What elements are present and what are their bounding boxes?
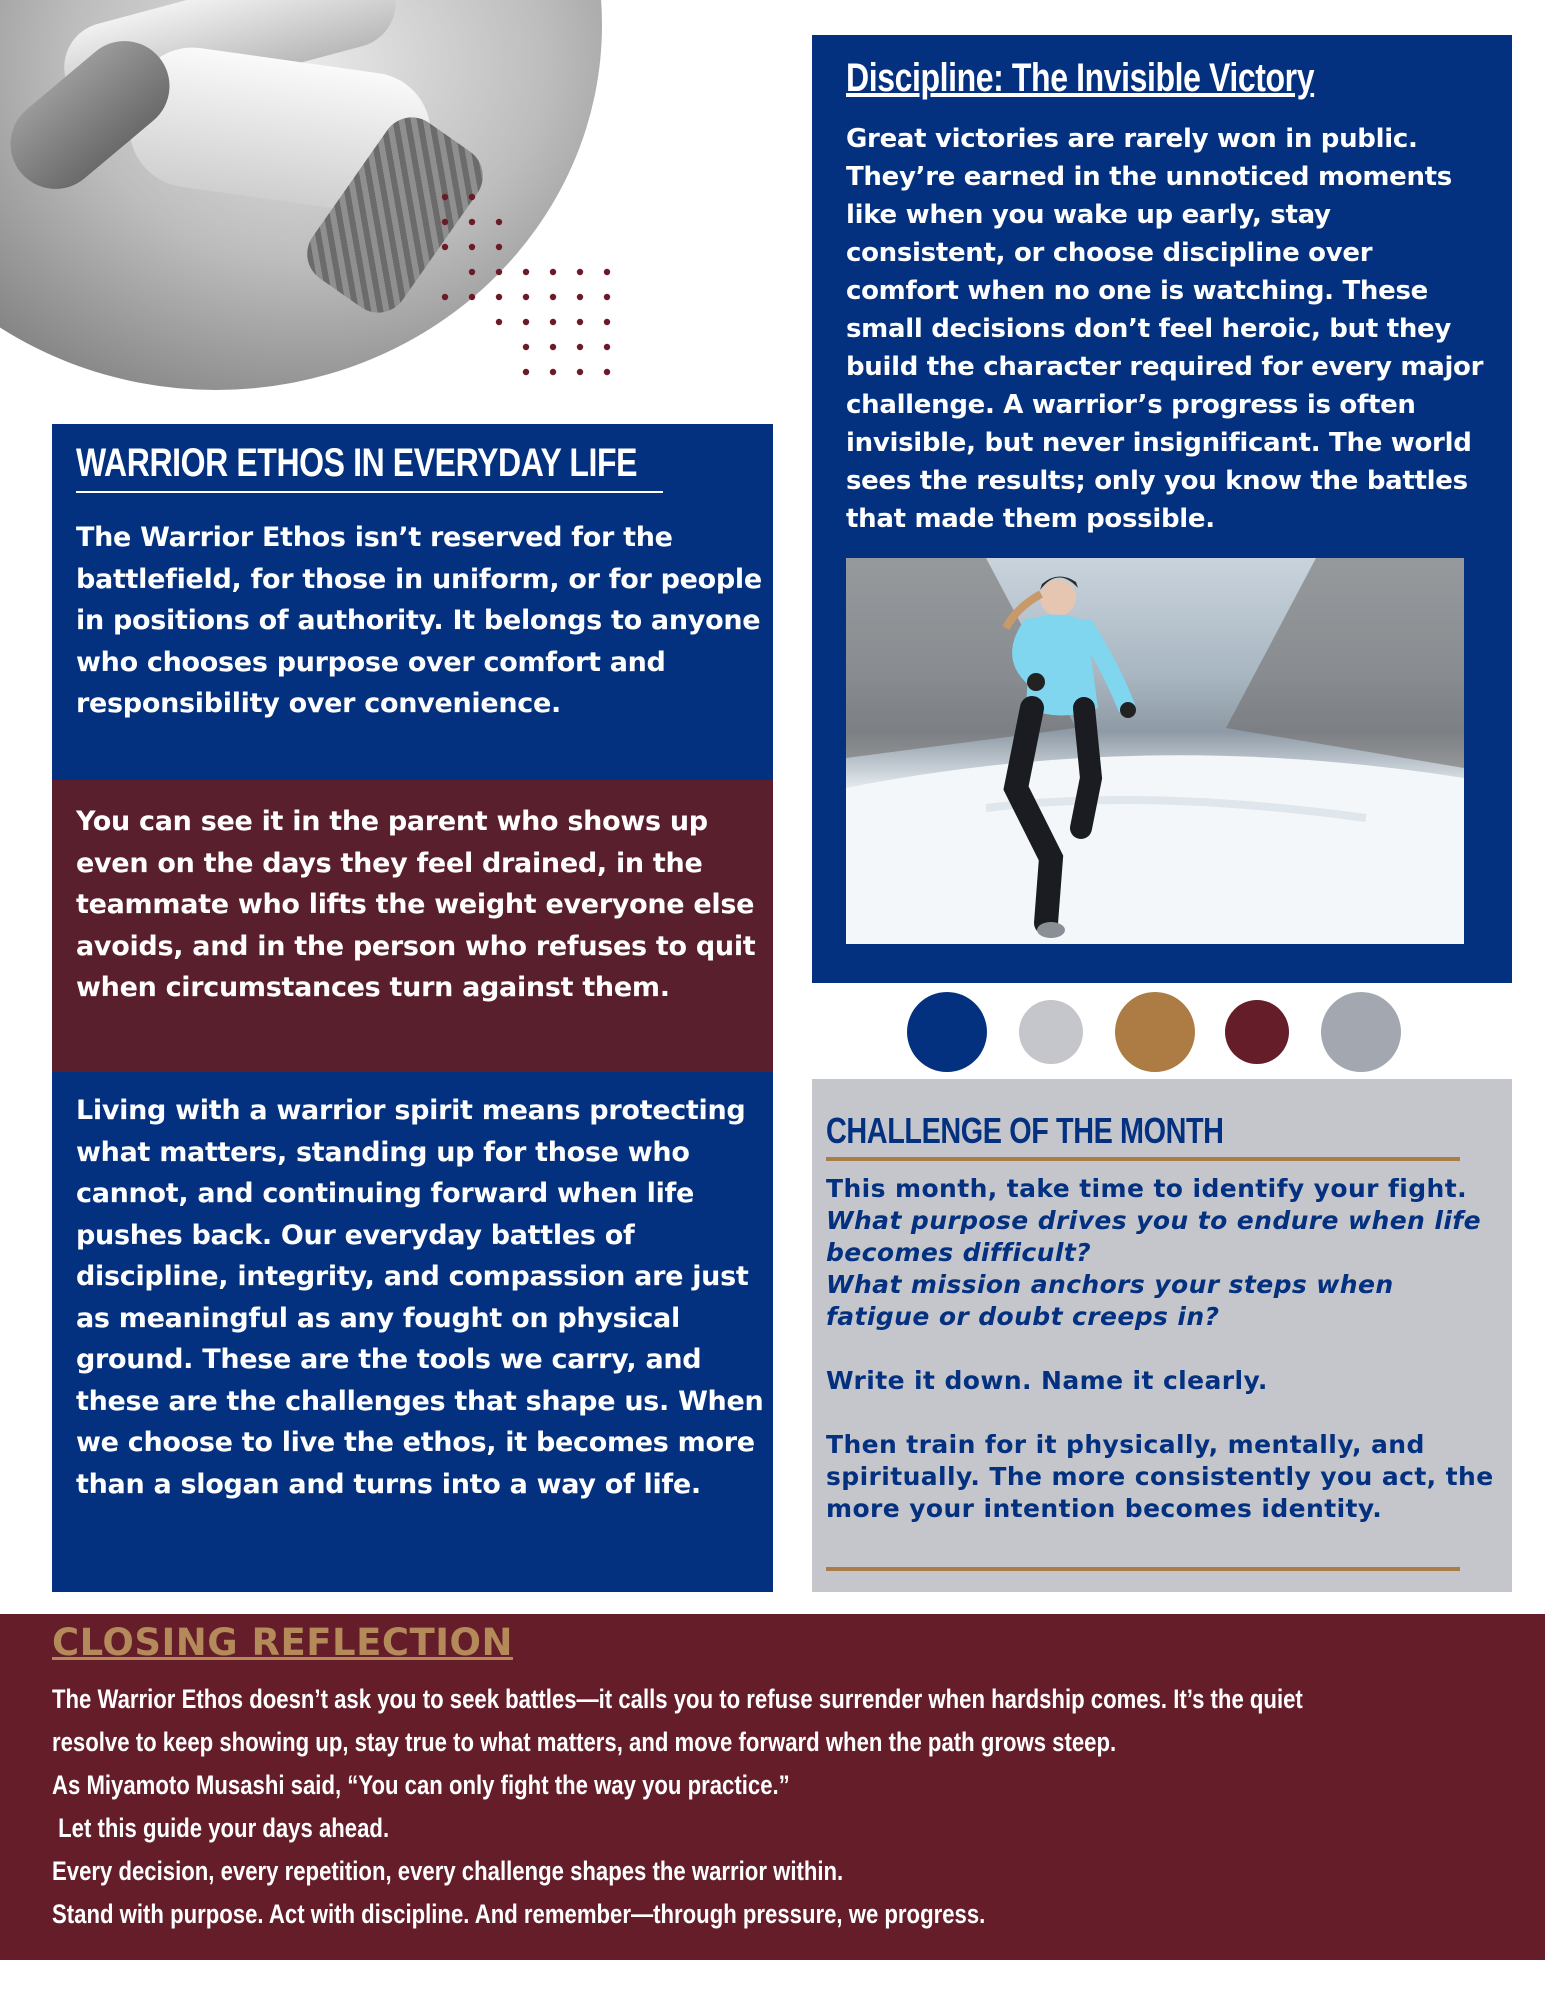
closing-line: resolve to keep showing up, stay true to what matters, and move forward when the path grows steep.	[52, 1727, 1117, 1757]
title-underline	[76, 491, 663, 493]
closing-line: Let this guide your days ahead.	[52, 1813, 390, 1843]
closing-line: The Warrior Ethos doesn’t ask you to seek battles—it calls you to refuse surrender when hardship comes. It’s the quiet	[52, 1684, 1303, 1714]
palette-swatch-gray	[1321, 992, 1401, 1072]
warrior-spirit-paragraph: Living with a warrior spirit means protecting what matters, standing up for those who cannot, and continuing forward when life pushes back. Our everyday battles of discipline, integrity, and compassion are just as meaningful as any fought on physical ground. These are the tools we carry, and these are the challenges that shape us. When we choose to live the ethos, it becomes more than a slogan and turns into a way of life.	[76, 1095, 764, 1500]
challenge-training: Then train for it physically, mentally, and spiritually. The more consistently you act, the more your intention becomes identity.	[826, 1430, 1494, 1523]
discipline-paragraph: Great victories are rarely won in public. They’re earned in the unnoticed moments like when you wake up early, stay consistent, or choose discipline over comfort when no one is watching. These small decisions don’t feel heroic, but they build the character required for every major challenge. A warrior’s progress is often invisible, but never insignificant. The world sees the results; only you know the battles that made them possible.	[846, 124, 1484, 534]
examples-paragraph: You can see it in the parent who shows up even on the days they feel drained, in the teammate who lifts the weight everyone else avoids, and in the person who refuses to quit when circumstances turn against them.	[76, 806, 756, 1003]
closing-line: Stand with purpose. Act with discipline. And remember—through pressure, we progress.	[52, 1899, 986, 1929]
closing-body	[52, 1678, 1446, 1936]
warrior-ethos-paragraph: The Warrior Ethos isn’t reserved for the battlefield, for those in uniform, or for people in positions of authority. It belongs to anyone who chooses purpose over comfort and responsibility over convenience.	[76, 522, 762, 719]
palette-swatch-navy	[907, 992, 987, 1072]
winter-runner-photo	[846, 558, 1464, 944]
challenge-title-rule	[826, 1157, 1460, 1161]
closing-line: As Miyamoto Musashi said, “You can only fight the way you practice.”	[52, 1770, 790, 1800]
runner-illustration	[846, 558, 1464, 944]
decorative-dot-grid	[425, 185, 630, 385]
challenge-title: CHALLENGE OF THE MONTH	[826, 1110, 1224, 1151]
challenge-question-mission: What mission anchors your steps when fatigue or doubt creeps in?	[826, 1270, 1394, 1331]
palette-swatch-maroon	[1225, 1000, 1289, 1064]
closing-title: CLOSING REFLECTION	[52, 1621, 513, 1664]
challenge-instruction: Write it down. Name it clearly.	[826, 1366, 1268, 1395]
challenge-question-purpose: What purpose drives you to endure when life becomes difficult?	[826, 1206, 1481, 1267]
challenge-intro: This month, take time to identify your fight.	[826, 1174, 1467, 1203]
challenge-body	[826, 1173, 1496, 1525]
discipline-title: Discipline: The Invisible Victory	[846, 56, 1315, 100]
warrior-ethos-title: WARRIOR ETHOS IN EVERYDAY LIFE	[76, 441, 638, 485]
challenge-bottom-rule	[826, 1567, 1460, 1571]
palette-swatch-bronze	[1115, 992, 1195, 1072]
closing-line: Every decision, every repetition, every challenge shapes the warrior within.	[52, 1856, 844, 1886]
palette-swatch-silver	[1019, 1000, 1083, 1064]
